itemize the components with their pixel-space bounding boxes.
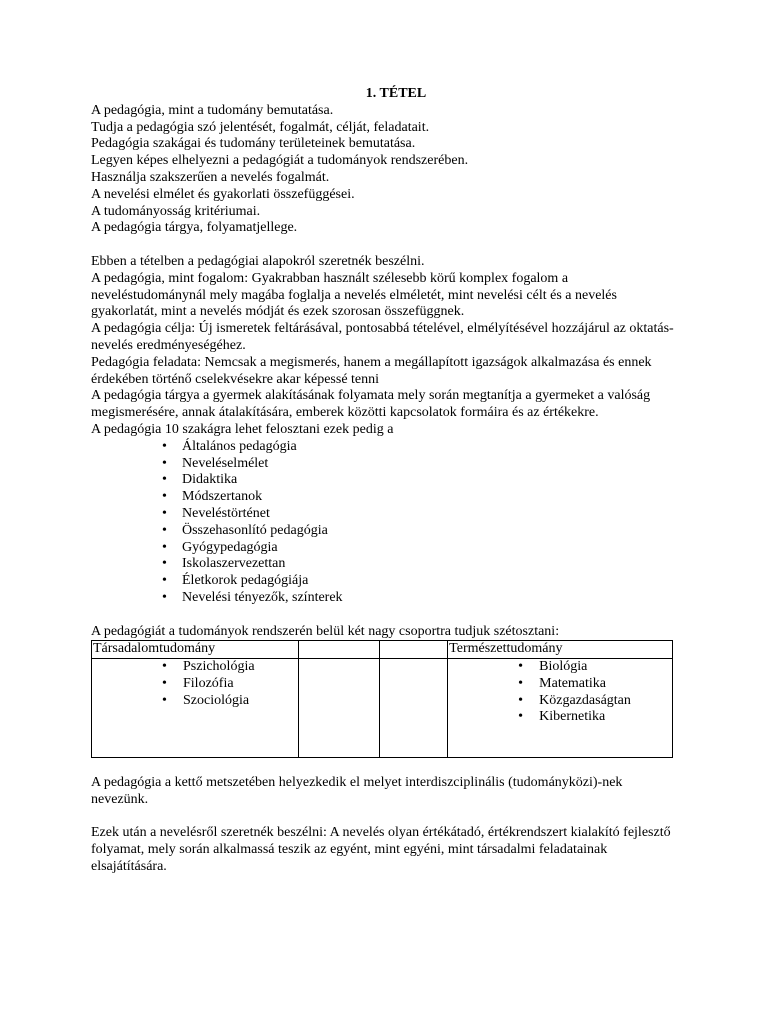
science-table [91,640,673,758]
paragraph: Ebben a tételben a pedagógiai alapokról szeretnék beszélni. [91,253,425,269]
table-cell-empty [380,641,448,659]
page-title: 1. TÉTEL [365,86,427,101]
paragraph: A pedagógia, mint fogalom: Gyakrabban használt szélesebb körű komplex fogalom a neveléstudománynál mely magába foglalja a nevelés elméletét, mint nevelési célt és a nevelés gyakorlatát, mint a nevelés módját és ezek szorosan összefüggnek. [91,270,617,320]
list-item: • Filozófia [93,676,297,693]
table-cell-empty [298,659,380,758]
list-item: • Életkorok pedagógiája [91,573,681,590]
list-item: • Iskolaszervezettan [91,556,681,573]
table-header-natural: Természettudomány [448,641,673,659]
table-row [92,659,673,758]
branch-list [91,439,681,607]
spacer [91,607,681,624]
list-item: • Közgazdaságtan [449,693,671,710]
intro-line: A nevelési elmélet és gyakorlati összefüggései. [91,186,355,202]
list-item: • Módszertanok [91,489,681,506]
intro-line: Tudja a pedagógia szó jelentését, fogalmát, célját, feladatait. [91,119,430,135]
intro-line: A pedagógia, mint a tudomány bemutatása. [91,102,334,118]
paragraph: Ezek után a nevelésről szeretnék beszélni: A nevelés olyan értékátadó, értékrendszert kialakító fejlesztő folyamat, mely során alkalmassá teszik az egyént, mint egyéni, mint társadalmi feladatainak elsajátítására. [91,825,671,874]
list-item: • Általános pedagógia [91,439,681,456]
list-item: • Összehasonlító pedagógia [91,523,681,540]
intro-list [91,103,681,237]
list-item: • Kibernetika [449,709,671,726]
list-item: • Neveléselmélet [91,456,681,473]
table-cell-empty [298,641,380,659]
spacer [91,758,681,775]
list-item: • Biológia [449,659,671,676]
document-page [91,86,681,876]
paragraph: A pedagógia 10 szakágra lehet felosztani ezek pedig a [91,421,394,437]
intro-line: A pedagógia tárgya, folyamatjellege. [91,220,298,236]
natural-sciences-cell [448,659,673,758]
spacer [91,808,681,825]
paragraph: A pedagógiát a tudományok rendszerén belül két nagy csoportra tudjuk szétosztani: [91,623,560,639]
social-sciences-cell [92,659,299,758]
intro-line: Pedagógia szakágai és tudomány területeinek bemutatása. [91,136,416,152]
list-item: • Neveléstörténet [91,506,681,523]
spacer [91,237,681,254]
table-cell-empty [380,659,448,758]
intro-line: Használja szakszerűen a nevelés fogalmát. [91,169,330,185]
list-item: • Nevelési tényezők, színterek [91,590,681,607]
list-item: • Matematika [449,676,671,693]
paragraph: A pedagógia a kettő metszetében helyezkedik el melyet interdiszciplinális (tudományközi)-nek nevezünk. [91,774,623,807]
paragraph: Pedagógia feladata: Nemcsak a megismerés, hanem a megállapított igazságok alkalmazása és ennek érdekében történő cselekvésekre akar képessé tenni [91,354,652,387]
list-item: • Didaktika [91,472,681,489]
table-header-row [92,641,673,659]
paragraph: A pedagógia célja: Új ismeretek feltárásával, pontosabbá tételével, elmélyítésével hozzájárul az oktatás-nevelés eredményeségéhez. [91,321,674,353]
intro-line: A tudományosság kritériumai. [91,203,261,219]
paragraph: A pedagógia tárgya a gyermek alakításának folyamata mely során megtanítja a gyermeket a valóság megismerésére, annak átalakítására, emberek közötti kapcsolatok formáira és az értékekre. [91,388,651,421]
intro-line: Legyen képes elhelyezni a pedagógiát a tudományok rendszerében. [91,153,469,169]
list-item: • Gyógypedagógia [91,540,681,557]
table-header-social: Társadalomtudomány [92,641,299,659]
list-item: • Pszichológia [93,659,297,676]
list-item: • Szociológia [93,693,297,710]
